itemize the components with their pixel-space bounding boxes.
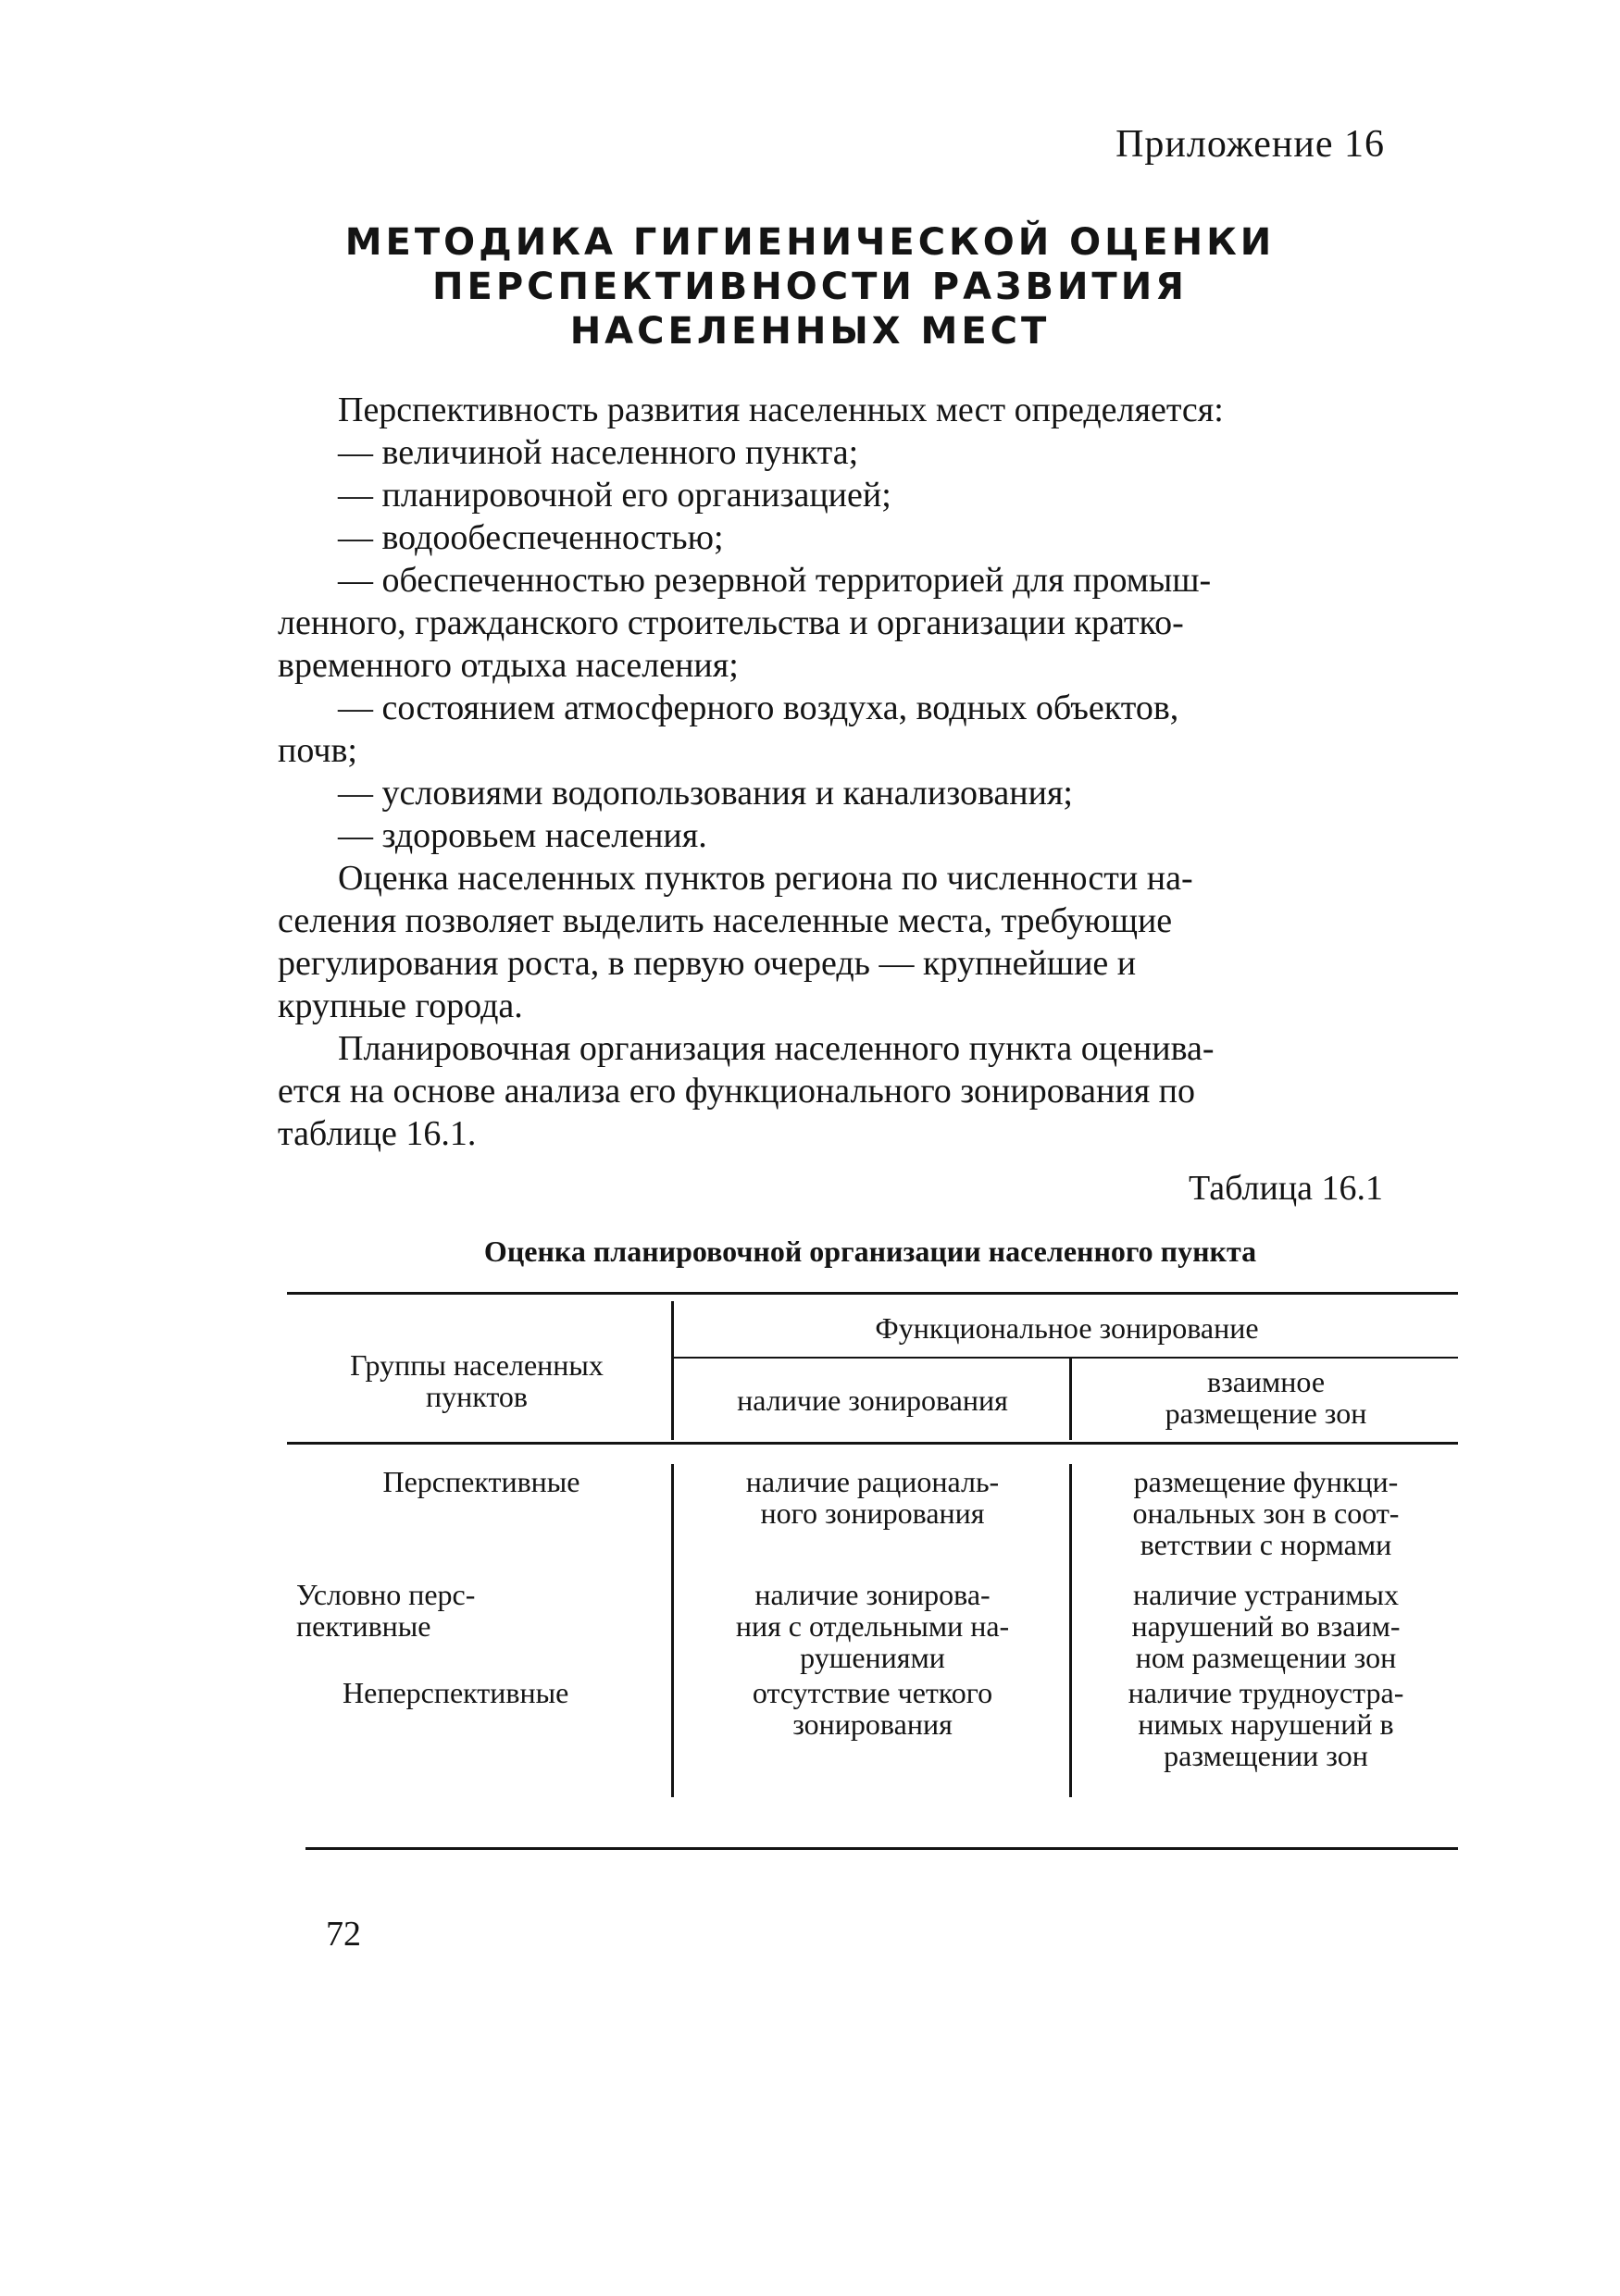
list-item-continuation: почв; [278,731,357,770]
list-item-continuation: временного отдыха населения; [278,646,739,685]
paragraph-line: Планировочная организация населенного пункта оценива- [338,1029,1215,1068]
intro-line: Перспективность развития населенных мест определяется: [338,391,1224,429]
column-rule-1-body [671,1464,674,1797]
title-line-2: ПЕРСПЕКТИВНОСТИ РАЗВИТИЯ [432,266,1188,308]
list-item-continuation: ленного, гражданского строительства и организации кратко- [278,603,1184,642]
group-line: пективные [296,1609,431,1643]
cell-line: наличие устранимых [1133,1578,1399,1611]
zoning-table [287,1292,1458,1810]
paragraph-line: крупные города. [278,987,523,1025]
list-item: — состоянием атмосферного воздуха, водных объектов, [338,689,1179,727]
cell-line: рушениями [800,1641,945,1674]
cell-line: ном размещении зон [1135,1641,1397,1674]
paragraph-line: Оценка населенных пунктов региона по численности на- [338,859,1193,898]
cell-line: нимых нарушений в [1138,1707,1394,1741]
header-zoning-presence: наличие зонирования [737,1384,1008,1417]
table-cell-zoning [676,1677,1069,1740]
group-header-rule [671,1357,1458,1359]
table-row-group [305,1466,657,1497]
document-title [278,220,1342,354]
column-rule-2-body [1069,1464,1072,1797]
table-caption: Оценка планировочной организации населенного пункта [483,1235,1257,1268]
cell-line: ональных зон в соот- [1132,1496,1400,1530]
table-bottom-rule [305,1847,1458,1850]
cell-line: ного зонирования [760,1496,985,1530]
group-line: Перспективные [382,1465,580,1498]
cell-line: размещение функци- [1133,1465,1399,1498]
title-line-3: НАСЕЛЕННЫХ МЕСТ [569,310,1051,353]
list-item: — водообеспеченностью; [338,518,724,557]
cell-line: ветствии с нормами [1140,1528,1392,1561]
cell-line: размещении зон [1164,1739,1368,1772]
appendix-label: Приложение 16 [1115,123,1385,166]
column-rule-2 [1069,1359,1072,1440]
header-groups [287,1349,667,1412]
header-functional-zoning: Функциональное зонирование [875,1311,1259,1345]
table-cell-placement [1074,1677,1458,1771]
title-line-1: МЕТОДИКА ГИГИЕНИЧЕСКОЙ ОЦЕНКИ [344,221,1276,264]
cell-line: ния с отдельными на- [735,1609,1010,1643]
table-cell-zoning [676,1579,1069,1673]
header-zone-placement-line: взаимное [1206,1365,1326,1398]
paragraph-line: ется на основе анализа его функционального зонирования по [278,1072,1196,1111]
group-line: Неперспективные [343,1676,569,1709]
paragraph-line: селения позволяет выделить населенные места, требующие [278,901,1173,940]
cell-line: наличие рациональ- [745,1465,1000,1498]
list-item: — обеспеченностью резервной территорией для промыш- [338,561,1212,600]
cell-line: наличие трудноустра- [1128,1676,1404,1709]
table-top-rule [287,1292,1458,1295]
table-cell-placement [1074,1466,1458,1560]
list-item: — условиями водопользования и канализования; [338,774,1073,813]
table-label: Таблица 16.1 [1188,1169,1383,1208]
paragraph-line: таблице 16.1. [278,1114,477,1153]
header-groups-line: Группы населенных [350,1348,604,1382]
table-cell-zoning [676,1466,1069,1529]
list-item: — планировочной его организацией; [338,476,891,515]
header-zone-placement [1074,1366,1458,1429]
cell-line: нарушений во взаим- [1131,1609,1401,1643]
list-item: — здоровьем населения. [338,816,707,855]
cell-line: отсутствие четкого [752,1676,993,1709]
list-item: — величиной населенного пункта; [338,433,859,472]
paragraph-line: регулирования роста, в первую очередь — крупнейшие и [278,944,1137,983]
column-rule-1 [671,1301,674,1440]
table-row-group [343,1677,694,1708]
cell-line: наличие зонирова- [754,1578,991,1611]
table-cell-placement [1074,1579,1458,1673]
header-zone-placement-line: размещение зон [1165,1396,1367,1430]
table-row-group [296,1579,648,1642]
page-number: 72 [326,1915,361,1954]
body-text [278,389,1463,1155]
cell-line: зонирования [792,1707,953,1741]
header-bottom-rule [287,1442,1458,1445]
header-groups-line: пунктов [425,1380,529,1413]
group-line: Условно перс- [296,1578,476,1611]
